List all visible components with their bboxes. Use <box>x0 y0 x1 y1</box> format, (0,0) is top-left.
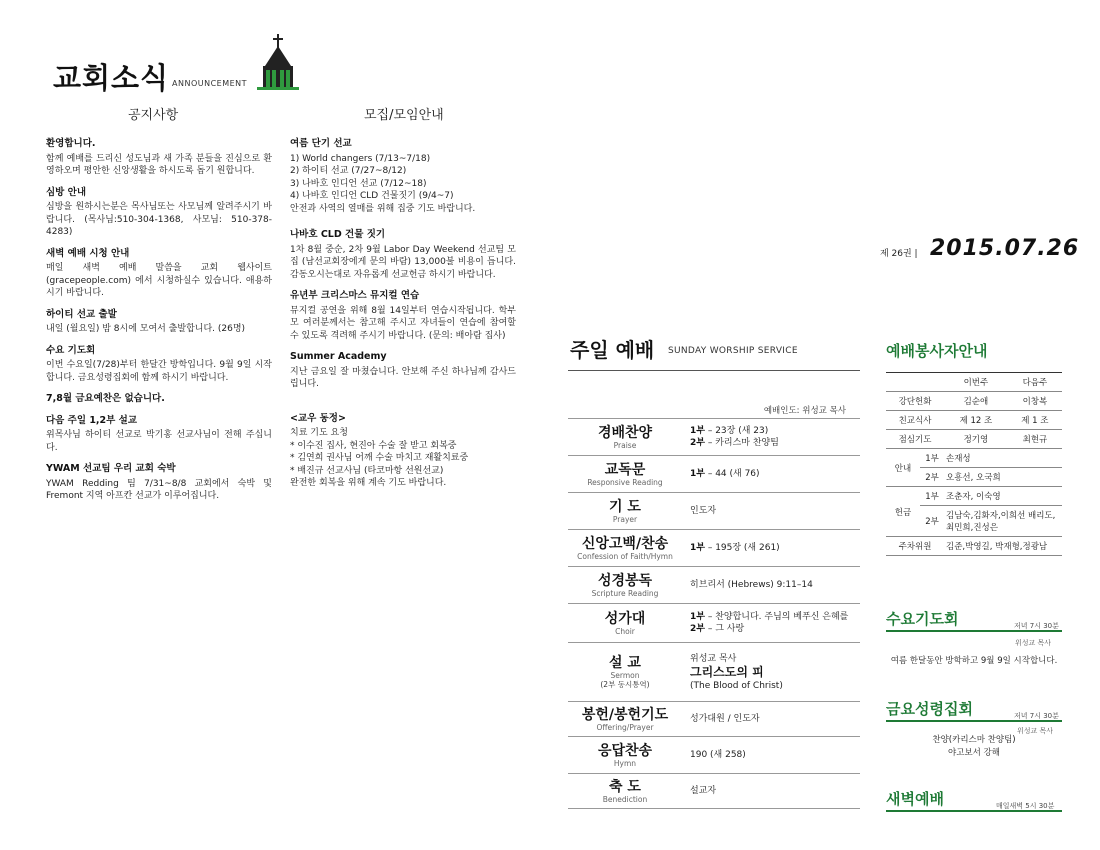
notice-title: 하이티 선교 출발 <box>46 308 117 320</box>
notice-item <box>46 393 272 406</box>
notice-heading: 공지사항 <box>128 108 179 123</box>
order-label-english: Offering/Prayer <box>596 722 654 732</box>
issue-date: 2015.07.26 <box>930 236 1080 261</box>
worship-title: 주일 예배 <box>570 338 655 362</box>
notice-body: 내일 (월요일) 밤 8시에 모여서 출발합니다. (26명) <box>46 324 246 334</box>
order-label-english: Hymn <box>613 758 637 768</box>
order-label-english: Choir <box>615 626 635 636</box>
notice-item <box>46 309 272 336</box>
divider <box>886 720 1062 722</box>
order-row <box>568 566 860 603</box>
members-closing: 완전한 회복을 위해 계속 기도 바랍니다. <box>290 478 447 488</box>
servers-title: 예배봉사자안내 <box>886 342 988 360</box>
friday-line: 찬양(카리스마 찬양팀) <box>932 735 1016 745</box>
table-row: 헌금 1부 조춘자, 이숙영 <box>886 487 1062 506</box>
notice-title: YWAM 선교팀 우리 교회 숙박 <box>46 463 176 474</box>
order-label: 교독문 <box>604 461 646 478</box>
role: 점심기도 <box>886 430 944 449</box>
order-detail: 1부 – 찬양합니다. 주님의 베푸신 은혜를 <box>690 612 849 622</box>
role: 강단헌화 <box>886 392 944 411</box>
order-label: 응답찬송 <box>597 742 653 759</box>
order-label-english: Prayer <box>612 514 638 524</box>
order-row <box>568 736 860 773</box>
col-next-week: 다음주 <box>1008 373 1062 392</box>
table-row: 강단헌화 김순애 이창복 <box>886 392 1062 411</box>
divider <box>886 630 1062 632</box>
notice-body: 매일 새벽 예배 말씀을 교회 웹사이트 (gracepeople.com) 에서 시청하실수 있습니다. 애용하시기 바랍니다. <box>46 263 272 298</box>
order-label: 축 도 <box>609 778 641 795</box>
table-row: 친교식사 제 12 조 제 1 조 <box>886 411 1062 430</box>
order-label: 설 교 <box>609 654 641 671</box>
worship-order-list <box>568 418 860 809</box>
role: 헌금 <box>886 487 920 537</box>
church-icon <box>257 34 299 90</box>
table-row: 2부 김남숙,김화자,이희선 배리도,최민희,진성은 <box>886 506 1062 537</box>
summer-line: 4) 나바호 인디언 CLD 건물짓기 (9/4~7) <box>290 191 454 201</box>
recruit-body: 1차 8월 중순, 2차 9월 Labor Day Weekend 선교팀 모집 (남선교회장에게 문의 바람) 13,000불 비용이 듭니다. 감동오시는대로 자유롭게 선교헌금 하시기 바랍니다. <box>290 244 516 280</box>
role: 안내 <box>886 449 920 487</box>
recruit-heading: 모집/모임안내 <box>364 108 444 123</box>
order-detail: 히브리서 (Hebrews) 9:11–14 <box>690 580 813 590</box>
order-label: 성가대 <box>604 610 646 627</box>
order-label: 경배찬양 <box>597 424 653 441</box>
issue-label: 제 26권 | <box>880 249 918 259</box>
servers-table <box>886 372 1062 556</box>
wednesday-body: 여름 한달동안 방학하고 9월 9일 시작합니다. <box>890 656 1058 666</box>
worship-leader: 예배인도: 위성교 목사 <box>763 406 846 416</box>
recruit-body: 뮤지컬 공연을 위해 8월 14일부터 연습시작됩니다. 학부모 여러분께서는 참고해 주시고 자녀들이 연습에 참여할 수 있도록 격려해 주시기 바랍니다. (문의: 배아람 집사) <box>290 305 516 341</box>
members-line: * 김연희 권사님 어깨 수술 마치고 재활치료중 <box>290 453 469 463</box>
order-detail: 1부 – 23장 (새 23) <box>690 426 769 436</box>
sermon-title-english: (The Blood of Christ) <box>690 680 783 691</box>
notices-column <box>46 138 272 512</box>
recruit-column <box>290 138 516 499</box>
divider <box>886 810 1062 812</box>
role: 친교식사 <box>886 411 944 430</box>
table-row: 점심기도 정기영 최현규 <box>886 430 1062 449</box>
order-row <box>568 701 860 736</box>
sermon-title: 그리스도의 피 <box>690 664 764 679</box>
recruit-title: 유년부 크리스마스 뮤지컬 연습 <box>290 290 420 301</box>
recruit-title: <교우 동정> <box>290 412 346 424</box>
worship-title-english: SUNDAY WORSHIP SERVICE <box>668 346 798 356</box>
friday-title: 금요성령집회 <box>886 700 973 718</box>
notice-title: 7,8월 금요예찬은 없습니다. <box>46 393 165 404</box>
notice-item <box>46 415 272 455</box>
order-row <box>568 773 860 809</box>
members-intro: 치료 기도 요청 <box>290 428 348 438</box>
notice-item <box>46 187 272 239</box>
notice-item <box>46 248 272 300</box>
friday-time: 저녁 7시 30분 <box>1014 712 1059 720</box>
table-row <box>886 373 1062 392</box>
recruit-title: Summer Academy <box>290 351 387 362</box>
preacher: 위성교 목사 <box>690 653 737 664</box>
divider <box>568 370 860 371</box>
page-title: 교회소식 <box>53 61 170 95</box>
wednesday-time: 저녁 7시 30분 <box>1014 622 1059 630</box>
order-detail: 2부 – 카리스마 찬양팀 <box>690 438 779 448</box>
table-row: 안내 1부 손재성 <box>886 449 1062 468</box>
notice-body: 함께 예배를 드리신 성도님과 새 가족 분들을 진심으로 환영하오며 평안한 신앙생활을 하시도록 돕기 원합니다. <box>46 153 272 176</box>
notice-body: 이번 수요일(7/28)부터 한달간 방학입니다. 9월 9일 시작합니다. 금요성령집회에 함께 하시기 바랍니다. <box>46 360 272 383</box>
order-detail: 2부 – 그 사랑 <box>690 624 745 634</box>
table-row: 주차위원 김준,박영길, 박재형,정광남 <box>886 537 1062 556</box>
notice-item <box>46 463 272 503</box>
notice-body: YWAM Redding 팀 7/31~8/8 교회에서 숙박 및 Fremont 지역 아프칸 선교가 이루어집니다. <box>46 478 272 501</box>
order-label-english: Confession of Faith/Hymn <box>577 551 673 561</box>
order-label-english: Sermon <box>610 670 640 680</box>
members-line: * 이수진 집사, 현진아 수술 잘 받고 회복중 <box>290 440 457 451</box>
order-detail: 인도자 <box>690 506 717 516</box>
notice-title: 심방 안내 <box>46 186 87 198</box>
dawn-time: 매일새벽 5시 30분 <box>996 802 1055 810</box>
order-detail: 190 (새 258) <box>690 750 746 760</box>
role: 주차위원 <box>886 537 944 556</box>
order-row <box>568 529 860 566</box>
order-label: 신앙고백/찬송 <box>581 535 669 552</box>
order-row <box>568 642 860 701</box>
friday-leader: 위성교 목사 <box>1017 727 1054 735</box>
recruit-cld <box>290 229 516 281</box>
recruit-title: 여름 단기 선교 <box>290 138 352 149</box>
order-label: 기 도 <box>609 498 641 515</box>
order-label: 봉헌/봉헌기도 <box>581 706 669 723</box>
order-label-english: Scripture Reading <box>591 588 659 598</box>
interpretation-note: (2부 동시통역) <box>600 679 650 689</box>
notice-item <box>46 345 272 385</box>
notice-body: 위목사님 하이티 선교로 박기홍 선교사님이 전해 주십니다. <box>46 430 272 453</box>
notice-item <box>46 138 272 178</box>
order-detail: 1부 – 195장 (새 261) <box>690 543 780 553</box>
col-this-week: 이번주 <box>944 373 1008 392</box>
notice-title: 환영합니다. <box>46 138 96 149</box>
friday-line: 야고보서 강해 <box>948 748 1000 758</box>
order-row <box>568 418 860 455</box>
dawn-title: 새벽예배 <box>886 790 944 808</box>
order-detail: 성가대원 / 인도자 <box>690 714 760 724</box>
order-label-english: Praise <box>613 440 637 450</box>
wednesday-title: 수요기도회 <box>886 610 959 628</box>
recruit-members <box>290 413 516 490</box>
recruit-summer-academy <box>290 351 516 391</box>
notice-body: 심방을 원하시는분은 목사님또는 사모님께 알려주시기 바랍니다. (목사님:510-304-1368, 사모님: 510-378-4283) <box>46 202 272 237</box>
recruit-title: 나바호 CLD 건물 짓기 <box>290 229 386 240</box>
recruit-musical <box>290 290 516 342</box>
order-detail: 1부 – 44 (새 76) <box>690 469 760 479</box>
summer-line: 2) 하이티 선교 (7/27~8/12) <box>290 166 407 176</box>
notice-title: 다음 주일 1,2부 설교 <box>46 414 137 426</box>
wednesday-leader: 위성교 목사 <box>1015 639 1052 647</box>
order-label-english: Responsive Reading <box>587 477 663 487</box>
order-row <box>568 455 860 492</box>
order-row <box>568 492 860 529</box>
recruit-body: 지난 금요일 잘 마쳤습니다. 안보해 주신 하나님께 감사드립니다. <box>290 366 516 389</box>
order-detail: 설교자 <box>690 786 717 796</box>
table-row: 2부 오흥선, 오국희 <box>886 468 1062 487</box>
members-line: * 배진규 선교사님 (타코마항 선원선교) <box>290 465 444 476</box>
notice-title: 새벽 예배 시청 안내 <box>46 247 130 259</box>
notice-title: 수요 기도회 <box>46 344 96 356</box>
page-title-english: ANNOUNCEMENT <box>172 79 248 88</box>
order-row <box>568 603 860 642</box>
order-label: 성경봉독 <box>597 572 653 589</box>
order-label-english: Benediction <box>602 794 648 804</box>
recruit-summer <box>290 138 516 215</box>
summer-line: 1) World changers (7/13~7/18) <box>290 153 431 164</box>
summer-closing: 안전과 사역의 열매를 위해 집중 기도 바랍니다. <box>290 203 476 214</box>
summer-line: 3) 나바호 인디언 선교 (7/12~18) <box>290 178 427 189</box>
